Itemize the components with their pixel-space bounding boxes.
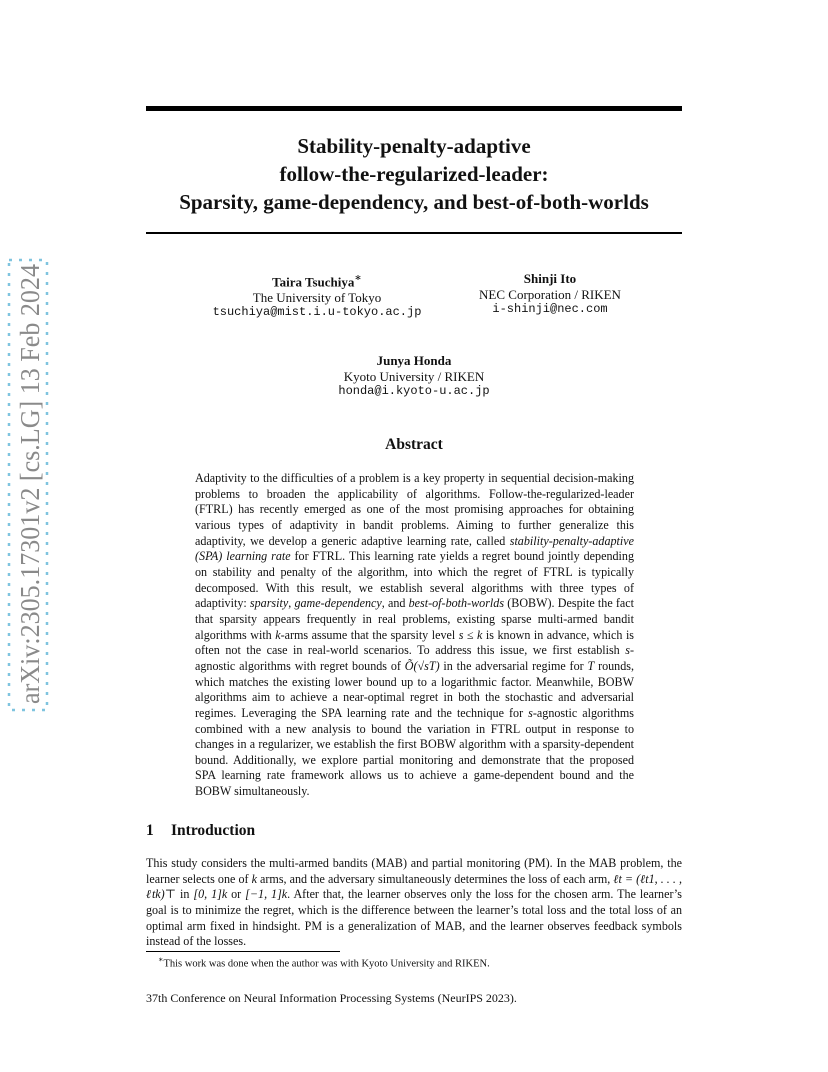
- intro-paragraph: This study considers the multi-armed bandits (MAB) and partial monitoring (PM). In the MAB problem, the learner selects one of k arms, and the adversary simultaneously determines the loss of each arm, ℓt = (ℓt1, . . . , ℓtk)⊤ in [0, 1]k or [−1, 1]k. After that, the learner observes only the loss for the chosen arm. The learner’s goal is to minimize the regret, which is the difference between the learner’s total loss and the total loss of an optimal arm fixed in hindsight. PM is a generalization of MAB, and the learner observes feedback symbols instead of the losses.: [146, 856, 682, 949]
- author-affiliation: NEC Corporation / RIKEN: [479, 286, 621, 302]
- footnote-rule: [146, 951, 340, 952]
- title-line: follow-the-regularized-leader:: [279, 162, 549, 186]
- author-affiliation: The University of Tokyo: [252, 289, 382, 305]
- title-bottom-rule: [146, 232, 682, 234]
- section-number: 1: [146, 822, 154, 839]
- author-email: tsuchiya@mist.i.u-tokyo.ac.jp: [212, 305, 422, 320]
- author-block: [455, 271, 645, 318]
- arxiv-stamp-text: arXiv:2305.17301v2 [cs.LG] 13 Feb 2024: [15, 258, 45, 704]
- author-block: [190, 271, 444, 321]
- title-top-rule: [146, 106, 682, 111]
- section-title: Introduction: [171, 822, 256, 839]
- paper-title: [146, 132, 682, 216]
- title-line: Stability-penalty-adaptive: [297, 134, 531, 158]
- section-heading: [146, 822, 255, 840]
- footnote-mark: ∗: [158, 955, 164, 964]
- title-line: Sparsity, game-dependency, and best-of-both-worlds: [179, 190, 649, 214]
- abstract-text: Adaptivity to the difficulties of a problem is a key property in sequential decision-making problems to broaden the applicability of algorithms. Follow-the-regularized-leader (FTRL) has recently emerged as one of the most promising approaches for obtaining various types of adaptivity in bandit problems. Aiming to further generalize this adaptivity, we develop a generic adaptive learning rate, called stability-penalty-adaptive (SPA) learning rate for FTRL. This learning rate yields a regret bound jointly depending on stability and penalty of the algorithm, into which the regret of FTRL is typically decomposed. With this result, we establish several algorithms with three types of adaptivity: sparsity, game-dependency, and best-of-both-worlds (BOBW). Despite the fact that sparsity appears frequently in real problems, existing sparse multi-armed bandit algorithms with k-arms assume that the sparsity level s ≤ k is known in advance, which is often not the case in real-world scenarios. To address this issue, we first establish s-agnostic algorithms with regret bounds of Õ(√sT) in the adversarial regime for T rounds, which matches the existing lower bound up to a logarithmic factor. Meanwhile, BOBW algorithms aim to achieve a near-optimal regret in both the stochastic and adversarial regimes. Leveraging the SPA learning rate and the technique for s-agnostic algorithms combined with a new analysis to bound the variation in FTRL output in response to changes in a regularizer, we establish the first BOBW algorithm with a sparsity-dependent bound. Additionally, we explore partial monitoring and demonstrate that the proposed SPA learning rate framework allows us to achieve a game-dependent bound and the BOBW simultaneously.: [195, 471, 635, 799]
- author-affiliation: Kyoto University / RIKEN: [343, 368, 485, 384]
- author-email: i-shinji@nec.com: [492, 302, 608, 316]
- arxiv-stamp: [6, 258, 50, 712]
- venue-note: 37th Conference on Neural Information Processing Systems (NeurIPS 2023).: [146, 991, 517, 1005]
- abstract-heading: Abstract: [385, 436, 443, 453]
- author-email: honda@i.kyoto-u.ac.jp: [338, 384, 490, 398]
- footnote: [158, 955, 490, 970]
- author-name: Junya Honda: [376, 353, 452, 368]
- footnote-text: This work was done when the author was with Kyoto University and RIKEN.: [163, 958, 490, 970]
- author-footnote-mark: ∗: [354, 272, 362, 284]
- author-name: Taira Tsuchiya∗: [272, 272, 362, 290]
- author-name: Shinji Ito: [523, 271, 577, 286]
- author-block: [300, 353, 528, 400]
